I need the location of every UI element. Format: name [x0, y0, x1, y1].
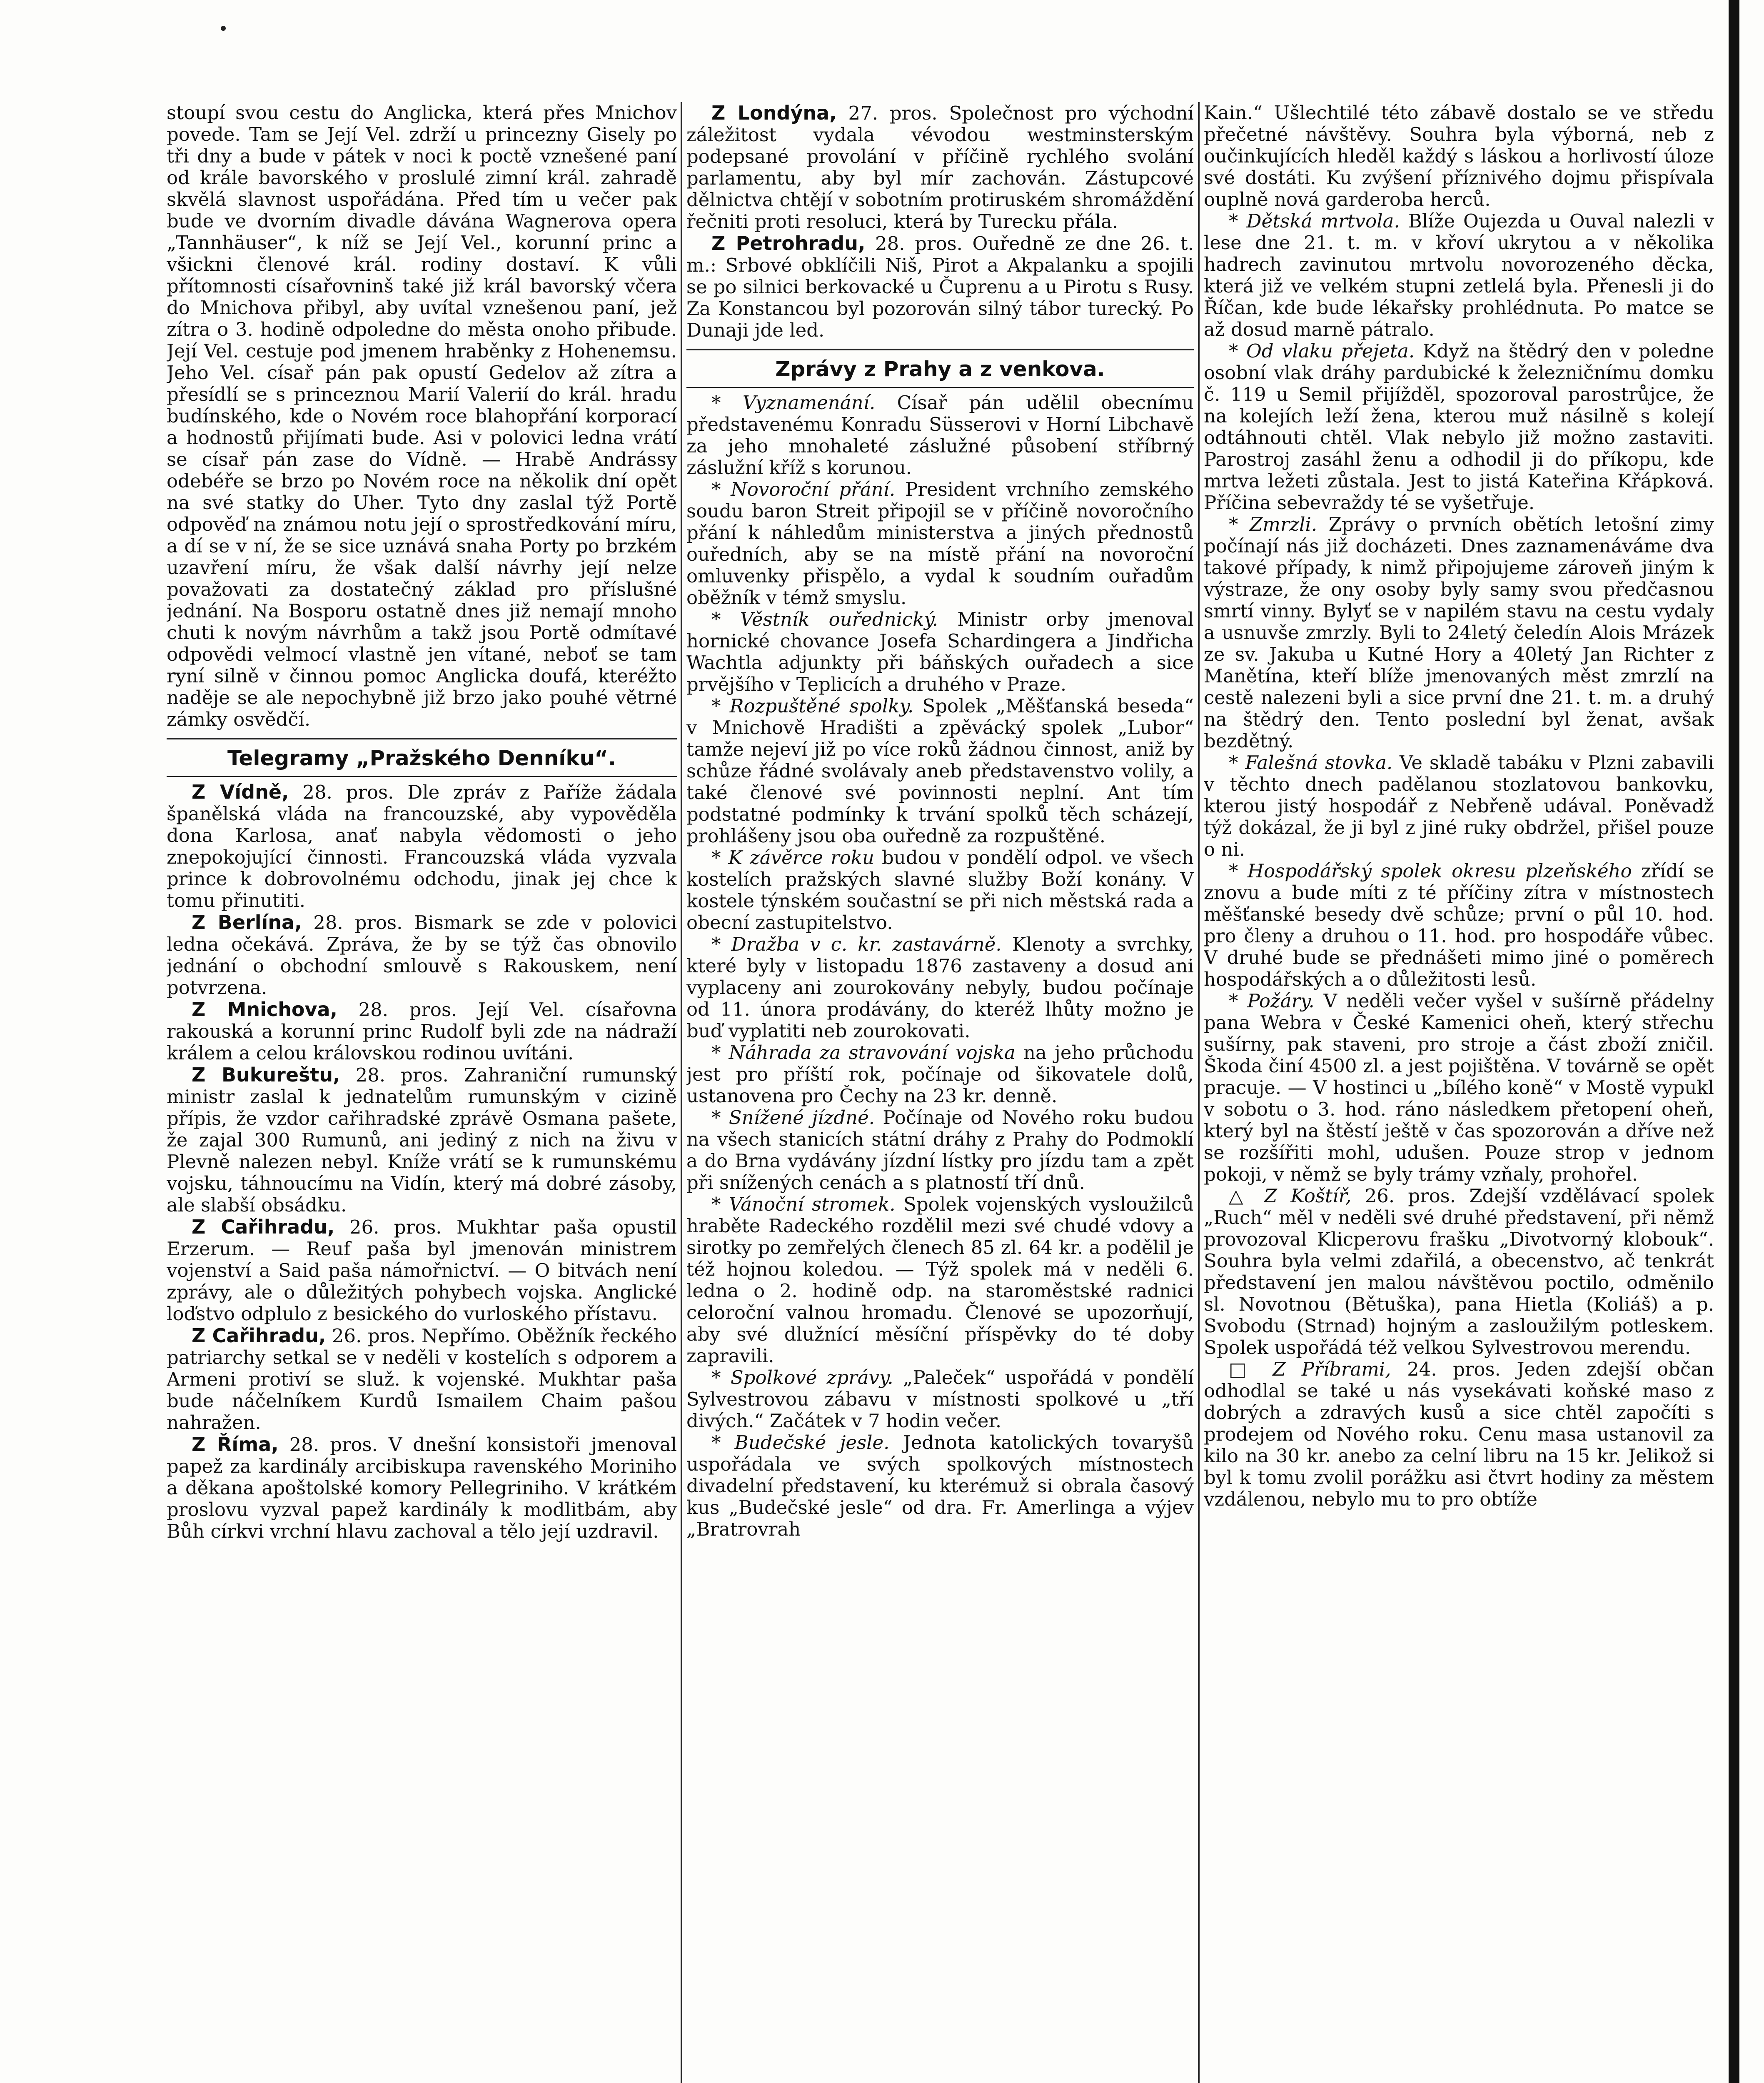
- news-item: [686, 1042, 1194, 1107]
- column-rule: [1198, 102, 1200, 2083]
- news-item: [686, 392, 1194, 479]
- telegram-heading: Telegramy „Pražského Denníku“.: [227, 746, 616, 770]
- news-rubric: * Zmrzli.: [1229, 513, 1317, 535]
- news-rubric: * Věstník ouřednický.: [711, 608, 938, 630]
- telegram-item: [686, 232, 1194, 341]
- article-continuation: stoupí svou cestu do Anglicka, která přes Mnichov povede. Tam se Její Vel. zdrží u princezny Gisely po tři dny a bude v pátek v noci k poctě vznešené paní od krále bavorského v proslulé zimní král. zahradě skvělá slavnost uspořádána. Před tím u večer pak bude ve dvorním divadle dávána Wagnerova opera „Tannhäuser“, k níž se Její Vel., korunní princ a všickni členové král. rodiny dostaví. K vůli přítomnosti císařovninš také již král bavorský včera do Mnichova přibyl, aby uvítal vznešenou paní, jež zítra o 3. hodině odpoledne do města onoho přibude. Její Vel. cestuje pod jmenem hraběnky z Hohenemsu. Jeho Vel. císař pán pak opustí Gedelov až zítra a přesídlí se s princeznou Marií Valerií do král. hradu budínského, kde o Novém roce blahopřání korporací a hodnostů přijímati bude. Asi v polovici ledna vrátí se císař pán zase do Vídně. — Hrabě Andrássy odebéře se brzo po Novém roce na několik dní opět na své statky do Uher. Tyto dny zaslal týž Portě odpověď na známou notu její o sprostředkování míru, a dí se v ní, že se sice uznává snaha Porty po brzkém uzavření míru, že však další návrhy její nelze považovati za dostatečný základ pro příslušné jednání. Na Bosporu ostatně dnes již nemají mnoho chuti k novým návrhům a takž jsou Portě odmítavé odpovědi velmocí vlastně jen vítané, neboť se tam ryní silně v činnou pomoc Anglicka doufá, kteréžto naděje se ale nepochybně již brzo jako pouhé větrné zámky osvědčí.: [167, 102, 677, 730]
- news-item: [1204, 752, 1714, 860]
- news-text: President vrchního zemského soudu baron Streit připojil se v příčině novoročního přání k náhledům ministerstva a jiných přednostů ouředních, aby se na místě přání na novoroční omluvenky přispělo, a vydal k soudním ouřadům oběžník v témž smyslu.: [686, 478, 1194, 609]
- correspondent-item: [1204, 1185, 1714, 1359]
- news-item: [1204, 514, 1714, 752]
- scan-speck: [221, 26, 226, 31]
- correspondent-item: [1204, 1359, 1714, 1510]
- heading-underline: [167, 776, 677, 777]
- news-rubric: * Náhrada za stravování vojska: [711, 1042, 1015, 1064]
- telegram-item: [167, 1216, 677, 1325]
- news-item: [686, 695, 1194, 847]
- telegram-text: 28. pros. Ouředně ze dne 26. t. m.: Srbové obklíčili Niš, Pirot a Akpalanku a spojili se po silnici berkovacké u Čuprenu a u Pirotu s Rusy. Za Konstancou byl pozorován silný tábor turecký. Po Dunaji jde led.: [686, 232, 1194, 341]
- telegram-text: 28. pros. V dnešní konsistoři jmenoval papež za kardinály arcibiskupa ravenského Moriniho a děkana apoštolské komory Pellegriniho. V krátkém proslovu vyzval papež kardinály k modlitbám, aby Bůh církvi vrchní hlavu zachoval a tělo její uzdravil.: [167, 1434, 677, 1542]
- telegram-text: 28. pros. Bismark se zde v polovici ledna očekává. Zpráva, že by se týž čas obnovilo jednání o obchodní smlouvě s Rakouskem, není potvrzena.: [167, 912, 677, 999]
- section-divider: [167, 738, 677, 739]
- news-item: [686, 609, 1194, 695]
- correspondent-text: 26. pros. Zdejší vzdělávací spolek „Ruch“ měl v neděli své druhé představení, při němž provozoval Klicperovu frašku „Divotvorný klobouk“. Souhra byla velmi zdařilá, a obecenstvo, ač tenkrát představení jen malou návštěvou poctilo, odměnilo sl. Novotnou (Bětuška), pana Hietla (Koliáš) a p. Svobodu (Strnad) hojným a zasloužilým potleskem. Spolek uspořádá též velkou Sylvestrovou merendu.: [1204, 1185, 1714, 1359]
- news-rubric: * Požáry.: [1229, 990, 1315, 1012]
- square-icon: □: [1229, 1358, 1257, 1380]
- news-text: „Paleček“ uspořádá v pondělí Sylvestrovou zábavu v místnosti spolkové u „tří divých.“ Začátek v 7 hodin večer.: [686, 1366, 1194, 1432]
- local-news-heading: Zprávy z Prahy a z venkova.: [775, 357, 1105, 381]
- news-item: [1204, 990, 1714, 1185]
- telegram-text: 28. pros. Dle zpráv z Paříže žádala španělská vláda na francouzské, aby vypověděla dona Karlosa, anať nabyla vědomosti o jeho znepokojující činnosti. Francouzská vláda vyzvala prince k dobrovolnému odchodu, jinak jej chce k tomu přinutiti.: [167, 781, 677, 912]
- news-item: [1204, 210, 1714, 340]
- news-text: Klenoty a svrchky, které byly v listopadu 1876 zastaveny a dosud ani vyplaceny ani zourokovány nebyly, budou počínaje od 11. února prodávány, do kteréž lhůty možno je buď vyplatiti neb zourokovati.: [686, 933, 1194, 1042]
- telegram-item: [686, 102, 1194, 232]
- telegram-text: 26. pros. Mukhtar paša opustil Erzerum. — Reuf paša byl jmenován ministrem vojenství a Said paša námořnictví. — O bitvách není zprávy, ale o důležitých pohybech vojska. Anglické loďstvo odplulo z besického do vurloského přístavu.: [167, 1216, 677, 1325]
- news-item: [686, 1432, 1194, 1540]
- telegram-place: Z Říma,: [192, 1433, 279, 1456]
- news-text: budou v pondělí odpol. ve všech kostelích pražských slavné služby Boží konány. V kostele týnském součastní se při nich městská rada a obecní zastupitelstvo.: [686, 847, 1194, 934]
- news-text: Zprávy o prvních obětích letošní zimy počínají nás již docházeti. Dnes zaznamenáváme dva takové případy, k nimž připojujeme zároveň jiným k výstraze, že ony osoby byly samy svou předčasnou smrtí vinny. Bylyť se v napilém stavu na cestu vydaly a usnuvše zmrzly. Byli to 24letý čeledín Alois Mrázek ze sv. Jakuba u Kutné Hory a 40letý Jan Richter z Manětína, kteří blíže jmenovaných měst zmrzlí na cestě nalezeni byli a sice první dne 21. t. m. a druhý na štědrý den. Tento poslední byl ženat, avšak bezdětný.: [1204, 513, 1714, 752]
- heading-underline: [686, 387, 1194, 388]
- column-1: [167, 102, 677, 2083]
- column-rule: [681, 102, 682, 2083]
- telegram-place: Z Cařihradu,: [192, 1216, 335, 1238]
- news-text: na jeho průchodu jest pro příští rok, počínaje od šikovatele dolů, ustanovena pro Čechy na 23 kr. denně.: [686, 1042, 1194, 1107]
- news-text: Spolek „Měšťanská beseda“ v Mnichově Hradišti a zpěvácký spolek „Lubor“ tamže nejeví již po více roků žádnou činnost, aniž by schůze řádné svolávaly aneb představenstvo volily, a také členové své povinnosti neplní. Ant tím podstatné podmínky k trvání spolků těch scházejí, prohlášeny jsou oba ouředně za rozpuštěné.: [686, 695, 1194, 847]
- correspondent-place: Z Příbrami,: [1272, 1358, 1391, 1380]
- telegram-item: [167, 912, 677, 999]
- news-text: Blíže Oujezda u Ouval nalezli v lese dne 21. t. m. v křoví ukrytou a v několika hadrech zavinutou mrtvolu novorozeného děcka, která již ve velkém stupni zetlelá byla. Přenesli ji do Říčan, kde bude lékařsky prohlédnuta. Po matce se až dosud marně pátralo.: [1204, 210, 1714, 340]
- news-item: [686, 847, 1194, 934]
- news-item: [1204, 860, 1714, 990]
- news-rubric: * Novoroční přání.: [711, 478, 896, 500]
- news-rubric: * Snížené jízdné.: [711, 1106, 875, 1129]
- section-divider: [686, 349, 1194, 350]
- correspondent-text: 24. pros. Jeden zdejší občan odhodlal se také u nás vysekávati koňské maso z dobrých a zdravých kusů a sice chtěl započíti s prodejem od Nového roku. Cenu masa ustanovil za kilo na 30 kr. anebo za celní libru na 15 kr. Jelikož si byl k tomu zvolil porážku asi čtvrt hodiny za městem vzdálenou, nebylo mu to pro obtíže: [1204, 1358, 1714, 1510]
- news-rubric: * Hospodářský spolek okresu plzeňského: [1229, 860, 1632, 882]
- news-text: Ve skladě tabáku v Plzni zabavili v těchto dnech padělanou stozlatovou bankovku, kterou jistý hospodář z Nebřeně udával. Poněvadž týž dokázal, že ji byl z jiné ruky obdržel, přišel pouze o ni.: [1204, 752, 1714, 860]
- scan-border: [1729, 0, 1739, 2083]
- news-rubric: * K závěrce roku: [711, 847, 874, 869]
- article-continuation: Kain.“ Ušlechtilé této zábavě dostalo se ve středu přečetné návštěvy. Souhra byla výborná, neb z oučinkujících hleděl každý s láskou a horlivostí úloze své dostáti. Ku zvýšení příznivého dojmu přispívala ouplně nová garderoba herců.: [1204, 102, 1714, 210]
- telegram-place: Z Vídně,: [192, 781, 289, 803]
- news-rubric: * Dražba v c. kr. zastavárně.: [711, 933, 1002, 955]
- telegram-place: Z Petrohradu,: [711, 232, 866, 255]
- news-rubric: * Dětská mrtvola.: [1229, 210, 1400, 232]
- triangle-icon: △: [1229, 1185, 1251, 1207]
- news-text: Když na štědrý den v poledne osobní vlak dráhy pardubické k železničnímu domku č. 119 u Semil přijížděl, spozoroval parostrůjce, že na kolejích leží žena, kterou muž násilně s kolejí odtáhnouti chtěl. Vlak nebylo již možno zastaviti. Parostroj zasáhl ženu a odhodil ji do příkopu, kde mrtva ležeti zůstala. Jest to jistá Kateřina Křápková. Příčina sebevraždy té se vyšetřuje.: [1204, 340, 1714, 514]
- correspondent-place: Z Koštíř,: [1264, 1185, 1352, 1207]
- news-item: [686, 479, 1194, 609]
- news-rubric: * Vánoční stromek.: [711, 1193, 896, 1215]
- column-3: [1204, 102, 1714, 2083]
- news-item: [1204, 340, 1714, 514]
- news-item: [686, 1367, 1194, 1432]
- telegram-text: 26. pros. Nepřímo. Oběžník řeckého patriarchy setkal se v neděli v kostelích s odporem a Armeni protiví se služ. k vojenské. Mukhtar paša bude náčelníkem Kurdů Ismailem Chaim pašou nahražen.: [167, 1325, 677, 1434]
- news-rubric: * Budečské jesle.: [711, 1431, 890, 1454]
- telegram-item: [167, 1434, 677, 1542]
- news-text: zřídí se znovu a bude míti z té příčiny zítra v místnostech měšťanské besedy dvě schůze; první o půl 10. hod. pro členy a druhou o 11. hod. pro hospodáře vůbec. V druhé bude se přednášeti mimo jiné o poměrech hospodářských a o důležitosti lesů.: [1204, 860, 1714, 990]
- telegram-text: 28. pros. Zahraniční rumunský ministr zaslal k jednatelům rumunským v cizině přípis, že vzdor cařihradské zprávě Osmana pašete, že zajal 300 Rumunů, ani jediný z nich na živu v Plevně nalezen nebyl. Kníže vrátí se k rumunskému vojsku, táhnoucímu na Vidín, který má dobré zásoby, ale slabší obsádku.: [167, 1064, 677, 1216]
- news-item: [686, 1107, 1194, 1194]
- telegram-item: [167, 1325, 677, 1434]
- news-rubric: * Falešná stovka.: [1229, 752, 1393, 774]
- telegram-item: [167, 999, 677, 1064]
- news-text: Ministr orby jmenoval hornické chovance Josefa Schardingera a Jindřicha Wachtla adjunkty při báňských ouřadech a sice prvějšího v Teplicích a druhého v Praze.: [686, 608, 1194, 695]
- column-2: [686, 102, 1194, 2083]
- news-item: [686, 1194, 1194, 1367]
- news-text: Císař pán udělil obecnímu představenému Konradu Süsserovi v Horní Libchavě za jeho mnohaleté záslužné působení stříbrný záslužní kříž s korunou.: [686, 392, 1194, 479]
- news-rubric: * Spolkové zprávy.: [711, 1366, 893, 1389]
- news-rubric: * Rozpuštěné spolky.: [711, 695, 914, 717]
- telegram-place: Z Londýna,: [711, 102, 837, 124]
- news-text: Jednota katolických tovaryšů uspořádala ve svých spolkových místnostech divadelní představení, ku kterémuž si obrala časový kus „Budečské jesle“ od dra. Fr. Amerlinga a výjev „Bratrovrah: [686, 1431, 1194, 1540]
- telegram-place: Z Mnichova,: [192, 998, 337, 1021]
- telegram-place: Z Berlína,: [192, 911, 302, 934]
- telegram-place: Z Cařihradu,: [192, 1324, 326, 1347]
- news-rubric: * Vyznamenání.: [711, 392, 876, 414]
- telegram-item: [167, 1064, 677, 1216]
- news-text: V neděli večer vyšel v sušírně přádelny pana Webra v České Kamenici oheň, který střechu sušírny, pak staveni, pro stroje a část zboží zničil. Škoda činí 4500 zl. a jest pojištěna. V továrně se opět pracuje. — V hostinci u „bílého koně“ v Mostě vypukl v sobotu o 3. hod. ráno následkem přetopení oheň, který byl na štěstí ještě v čas spozorován a dříve než se rozšířiti mohl, udušen. Pouze strop v jednom pokoji, v němž se byly trámy vzňaly, prohořel.: [1204, 990, 1714, 1185]
- telegram-text: 28. pros. Její Vel. císařovna rakouská a korunní princ Rudolf byli zde na nádraží králem a celou královskou rodinou uvítáni.: [167, 999, 677, 1064]
- news-text: Počínaje od Nového roku budou na všech stanicích státní dráhy z Prahy do Podmoklí a do Brna vydávány jízdní lístky pro jízdu tam a zpět při snížených cenách a s platností tří dnů.: [686, 1106, 1194, 1194]
- telegram-text: 27. pros. Společnost pro východní záležitost vydala vévodou westminsterským podepsané provolání v příčině rychlého svolání parlamentu, aby byl mír zachován. Zástupcové dělnictva chtějí v sobotním protiruském shromáždění řečniti proti resoluci, která by Turecku přála.: [686, 102, 1194, 232]
- telegram-item: [167, 781, 677, 912]
- news-item: [686, 934, 1194, 1042]
- news-text: Spolek vojenských vysloužilců hraběte Radeckého rozdělil mezi své chudé vdovy a sirotky po zemřelých členech 85 zl. 64 kr. a podělil je též hojnou koledou. — Týž spolek má v neděli 6. ledna o 2. hodině odp. na staroměstské radnici celoroční valnou hromadu. Členové se upozorňují, aby své dlužnící měsíční příspěvky do té doby zapravili.: [686, 1193, 1194, 1367]
- news-rubric: * Od vlaku přejeta.: [1229, 340, 1415, 362]
- telegram-place: Z Bukureštu,: [192, 1064, 340, 1086]
